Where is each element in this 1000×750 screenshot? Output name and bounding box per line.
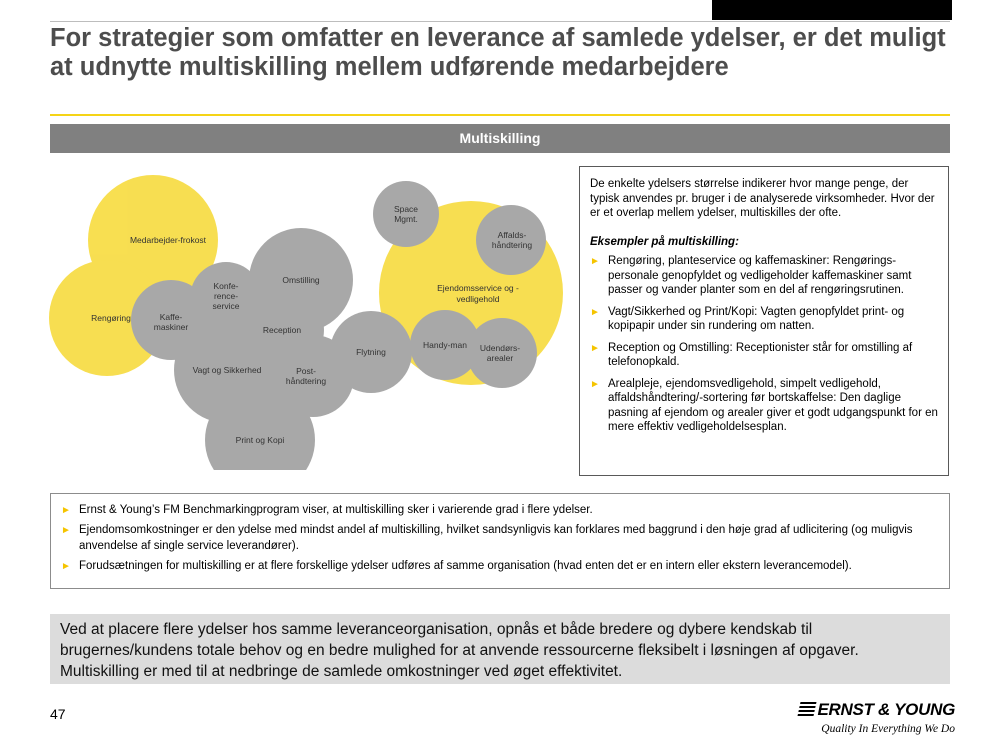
label-udendoers-line2: arealer xyxy=(486,353,514,363)
label-print-og-kopi: Print og Kopi xyxy=(235,435,285,445)
label-konference-line3: service xyxy=(212,301,240,311)
logo-tagline: Quality In Everything We Do xyxy=(821,723,955,735)
label-omstilling: Omstilling xyxy=(282,275,320,285)
label-konference-line1: Konfe- xyxy=(213,281,239,291)
ernst-young-logo xyxy=(790,700,955,740)
findings-box xyxy=(50,493,950,589)
label-reception: Reception xyxy=(262,325,302,335)
summary-box: Ved at placere flere ydelser hos samme leveranceorganisation, opnås et både bredere og dybere kendskab til brugernes/kundens totale behov og en bedre mulighed for at anvende ressourcerne fleksibelt i løsningen af opgaver. Multiskilling er med til at nedbringe de samlede omkostninger ved øget effektivitet. xyxy=(50,614,950,684)
finding-item: ► Forudsætningen for multiskilling er at flere forskellige ydelser udføres af samme organisation (hvad enten det er en intern eller ekstern leverancemodel). xyxy=(61,558,939,574)
label-handyman: Handy-man xyxy=(423,340,467,350)
bullet-triangle-icon: ► xyxy=(590,378,600,390)
bullet-triangle-icon: ► xyxy=(590,306,600,318)
page-title: For strategier som omfatter en leverance af samlede ydelser, er det muligt at udnytte multiskilling mellem udførende medarbejdere xyxy=(50,24,946,81)
label-post-line2: håndtering xyxy=(285,376,327,386)
label-flytning: Flytning xyxy=(356,347,386,357)
label-affald-line2: håndtering xyxy=(491,240,533,250)
label-kaffemaskiner-line1: Kaffe- xyxy=(159,312,183,322)
explanation-intro: De enkelte ydelsers størrelse indikerer hvor mange penge, der typisk anvendes pr. bruger i de analyserede virksomheder. Hvor der er et overlap mellem ydelser, multiskilles der ofte. xyxy=(590,178,935,219)
finding-item: ► Ernst & Young’s FM Benchmarkingprogram viser, at multiskilling sker i varierende grad i flere ydelser. xyxy=(61,502,939,518)
label-medarbejder-frokost: Medarbejder-frokost xyxy=(129,235,207,245)
example-item: ► Vagt/Sikkerhed og Print/Kopi: Vagten genopfyldet print- og kopipapir under sin rundering om natten. xyxy=(590,305,905,332)
bullet-triangle-icon: ► xyxy=(61,561,71,572)
example-item: ► Reception og Omstilling: Receptionister står for omstilling af telefonopkald. xyxy=(590,341,913,368)
redaction-bar xyxy=(712,0,952,20)
label-ejendomsservice-line2: vedligehold xyxy=(456,294,500,304)
ey-logo-icon xyxy=(797,702,816,716)
label-space-line1: Space xyxy=(393,204,419,214)
label-affald-line1: Affalds- xyxy=(497,230,527,240)
label-post-line1: Post- xyxy=(296,366,316,376)
example-item: ► Arealpleje, ejendomsvedligehold, simpelt vedligehold, affaldshåndtering/-sortering før bortskaffelse: Den daglige pasning af ejendom og arealer giver et godt udgangspunkt for en mere effektiv vedligeholdelsesplan. xyxy=(590,377,938,433)
label-ejendomsservice-line1: Ejendomsservice og - xyxy=(437,283,519,293)
example-item: ► Rengøring, planteservice og kaffemaskiner: Rengørings-personale genopfyldet og vedligeholder kaffemaskiner samt passer og vander planter som en del af rengøringsrutinen. xyxy=(590,255,912,296)
page-number: 47 xyxy=(50,706,66,722)
label-konference-line2: rence- xyxy=(213,291,239,301)
findings-list xyxy=(61,502,939,574)
top-divider xyxy=(50,21,950,22)
examples-list xyxy=(590,254,938,435)
bullet-triangle-icon: ► xyxy=(590,256,600,267)
section-header: Multiskilling xyxy=(50,124,950,153)
label-kaffemaskiner-line2: maskiner xyxy=(153,322,189,332)
multiskilling-bubble-diagram xyxy=(40,160,575,470)
label-rengoering: Rengøring xyxy=(91,313,131,323)
label-udendoers-line1: Udendørs- xyxy=(479,343,521,353)
bullet-triangle-icon: ► xyxy=(590,342,600,354)
title-underline xyxy=(50,114,950,116)
logo-text: ERNST & YOUNG xyxy=(817,700,955,719)
examples-heading: Eksempler på multiskilling: xyxy=(590,235,739,248)
bullet-triangle-icon: ► xyxy=(61,525,71,536)
label-vagt-og-sikkerhed: Vagt og Sikkerhed xyxy=(192,365,262,375)
label-space-line2: Mgmt. xyxy=(394,214,418,224)
bullet-triangle-icon: ► xyxy=(61,505,71,516)
finding-item: ► Ejendomsomkostninger er den ydelse med mindst andel af multiskilling, hvilket sandsynligvis kan forklares med baggrund i den høje grad af udlicitering (og muligvis anvendelse af single service leverandører). xyxy=(61,524,913,552)
explanation-box xyxy=(579,166,949,476)
